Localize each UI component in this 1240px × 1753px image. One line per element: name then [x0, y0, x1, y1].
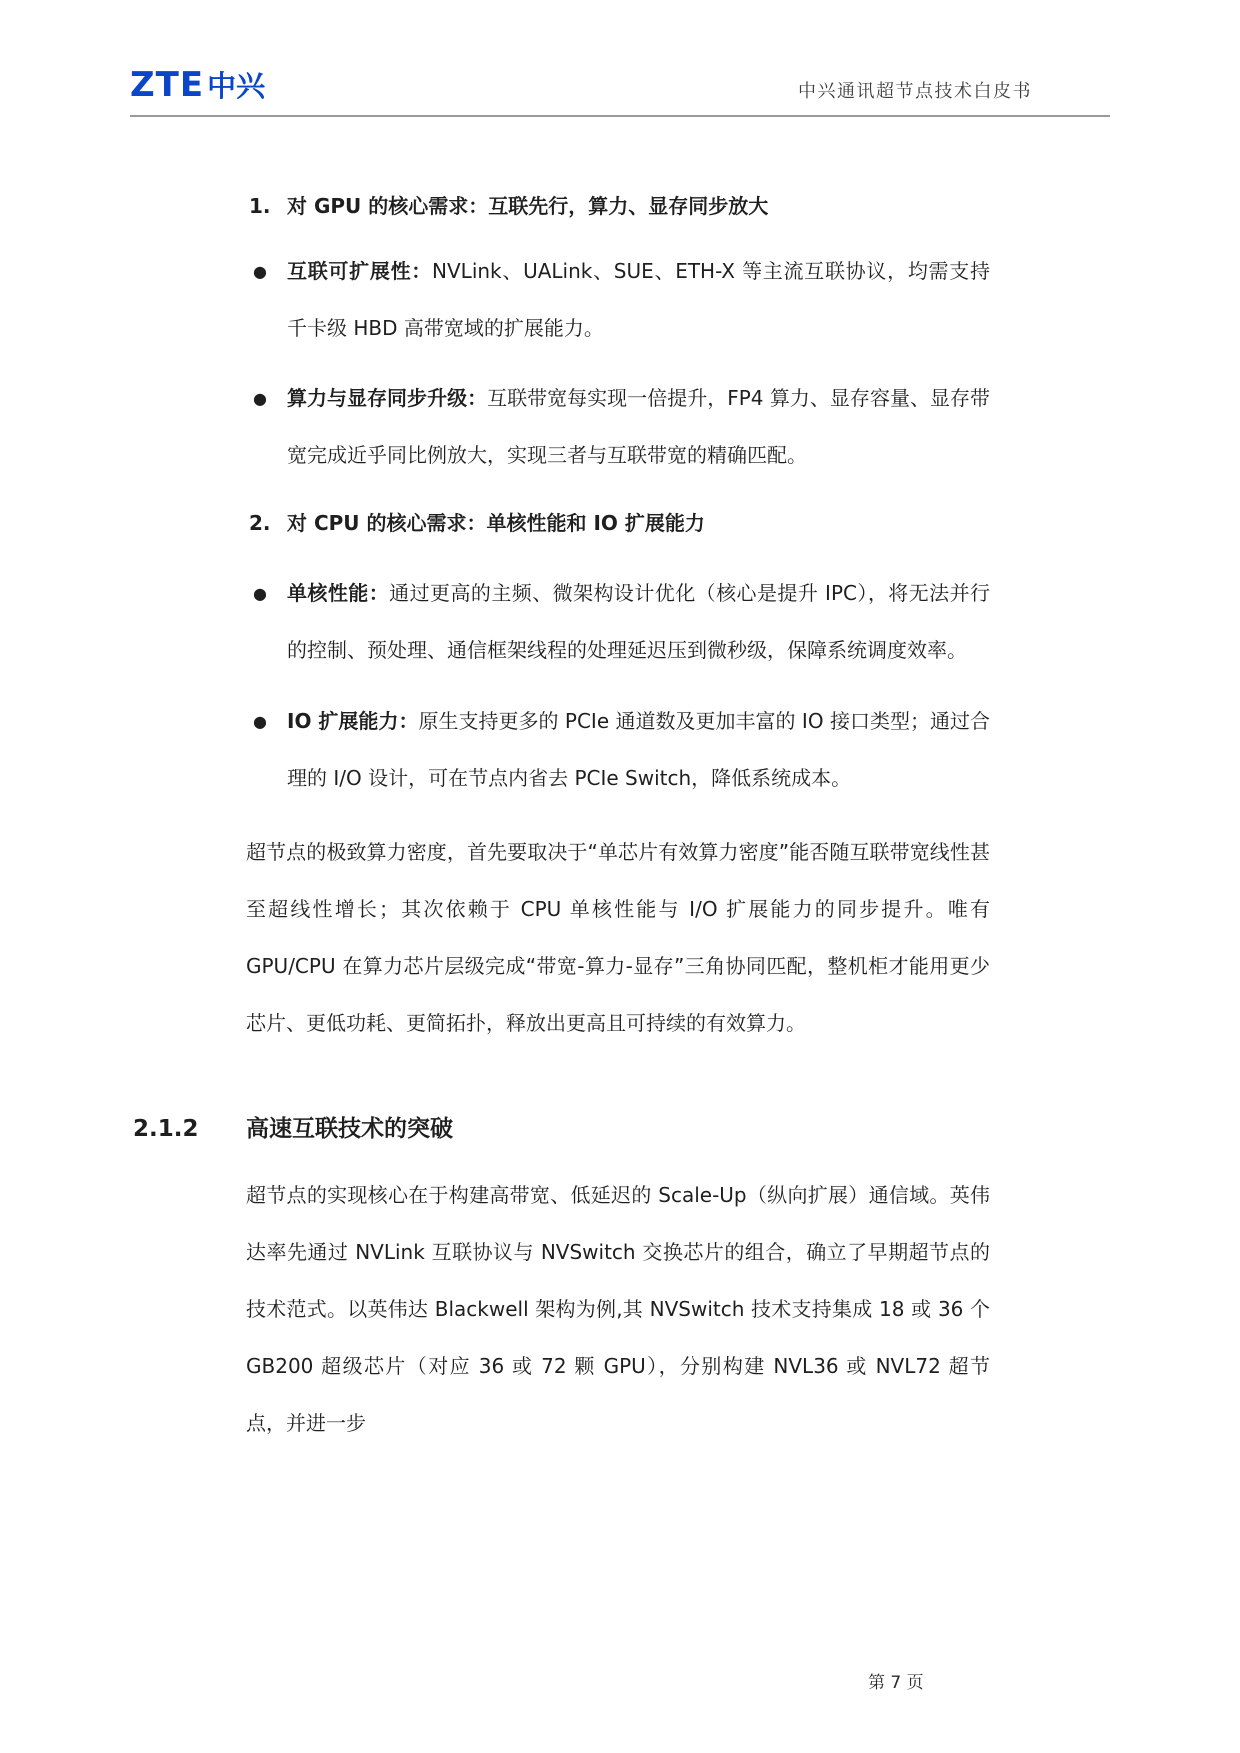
bullet-item-single-core-performance	[246, 565, 990, 679]
bullet-icon: ●	[253, 389, 267, 408]
item-title: 对 CPU 的核心需求：单核性能和 IO 扩展能力	[287, 511, 705, 535]
bullet-lead: 单核性能：	[287, 581, 390, 605]
bullet-icon: ●	[253, 712, 267, 731]
page-header	[130, 0, 1110, 117]
bullet-item-interconnect-scalability	[246, 243, 990, 357]
bullet-lead: 算力与显存同步升级：	[287, 386, 488, 410]
item-title: 对 GPU 的核心需求：互联先行，算力、显存同步放大	[287, 194, 769, 218]
bullet-item-io-expansion	[246, 693, 990, 807]
paragraph-compute-density: 超节点的极致算力密度，首先要取决于“单芯片有效算力密度”能否随互联带宽线性甚至超线性增长；其次依赖于 CPU 单核性能与 I/O 扩展能力的同步提升。唯有 GPU/CPU 在算力芯片层级完成“带宽-算力-显存”三角协同匹配，整机柜才能用更少芯片、更低功耗、更简拓扑，释放出更高且可持续的有效算力。	[246, 840, 990, 1035]
bullet-text: 原生支持更多的 PCIe 通道数及更加丰富的 IO 接口类型；通过合理的 I/O 设计，可在节点内省去 PCIe Switch，降低系统成本。	[287, 709, 990, 790]
section-number: 2.1.2	[133, 1116, 199, 1142]
bullet-lead: IO 扩展能力：	[287, 709, 419, 733]
item-number: 2.	[249, 511, 271, 535]
bullet-icon: ●	[253, 262, 267, 281]
bullet-lead: 互联可扩展性：	[287, 259, 433, 283]
zte-logo	[130, 64, 265, 105]
bullet-text: NVLink、UALink、SUE、ETH-X 等主流互联协议，均需支持千卡级 HBD 高带宽域的扩展能力。	[287, 259, 990, 340]
zte-logo-chinese: 中兴	[207, 69, 266, 103]
item-number: 1.	[249, 194, 271, 218]
page-body	[133, 178, 1010, 1452]
section-title: 高速互联技术的突破	[246, 1116, 453, 1142]
bullet-text: 通过更高的主频、微架构设计优化（核心是提升 IPC），将无法并行的控制、预处理、通信框架线程的处理延迟压到微秒级，保障系统调度效率。	[287, 581, 991, 662]
bullet-text: 互联带宽每实现一倍提升，FP4 算力、显存容量、显存带宽完成近乎同比例放大，实现三者与互联带宽的精确匹配。	[287, 386, 990, 467]
header-divider	[130, 115, 1110, 117]
document-title: 中兴通讯超节点技术白皮书	[798, 81, 1032, 102]
section-heading-2-1-2	[133, 1101, 1010, 1158]
page-number: 第 7 页	[868, 1673, 924, 1693]
bullet-icon: ●	[253, 584, 267, 603]
paragraph-high-speed-interconnect: 超节点的实现核心在于构建高带宽、低延迟的 Scale-Up（纵向扩展）通信域。英伟达率先通过 NVLink 互联协议与 NVSwitch 交换芯片的组合，确立了早期超节点的技术范式。以英伟达 Blackwell 架构为例,其 NVSwitch 技术支持集成 18 或 36 个 GB200 超级芯片（对应 36 或 72 颗 GPU），分别构建 NVL36 或 NVL72 超节点，并进一步	[246, 1183, 990, 1435]
zte-logo-latin: ZTE	[130, 65, 205, 105]
numbered-item-2	[246, 495, 990, 552]
numbered-item-1	[246, 178, 990, 235]
bullet-item-compute-memory-upgrade	[246, 370, 990, 484]
